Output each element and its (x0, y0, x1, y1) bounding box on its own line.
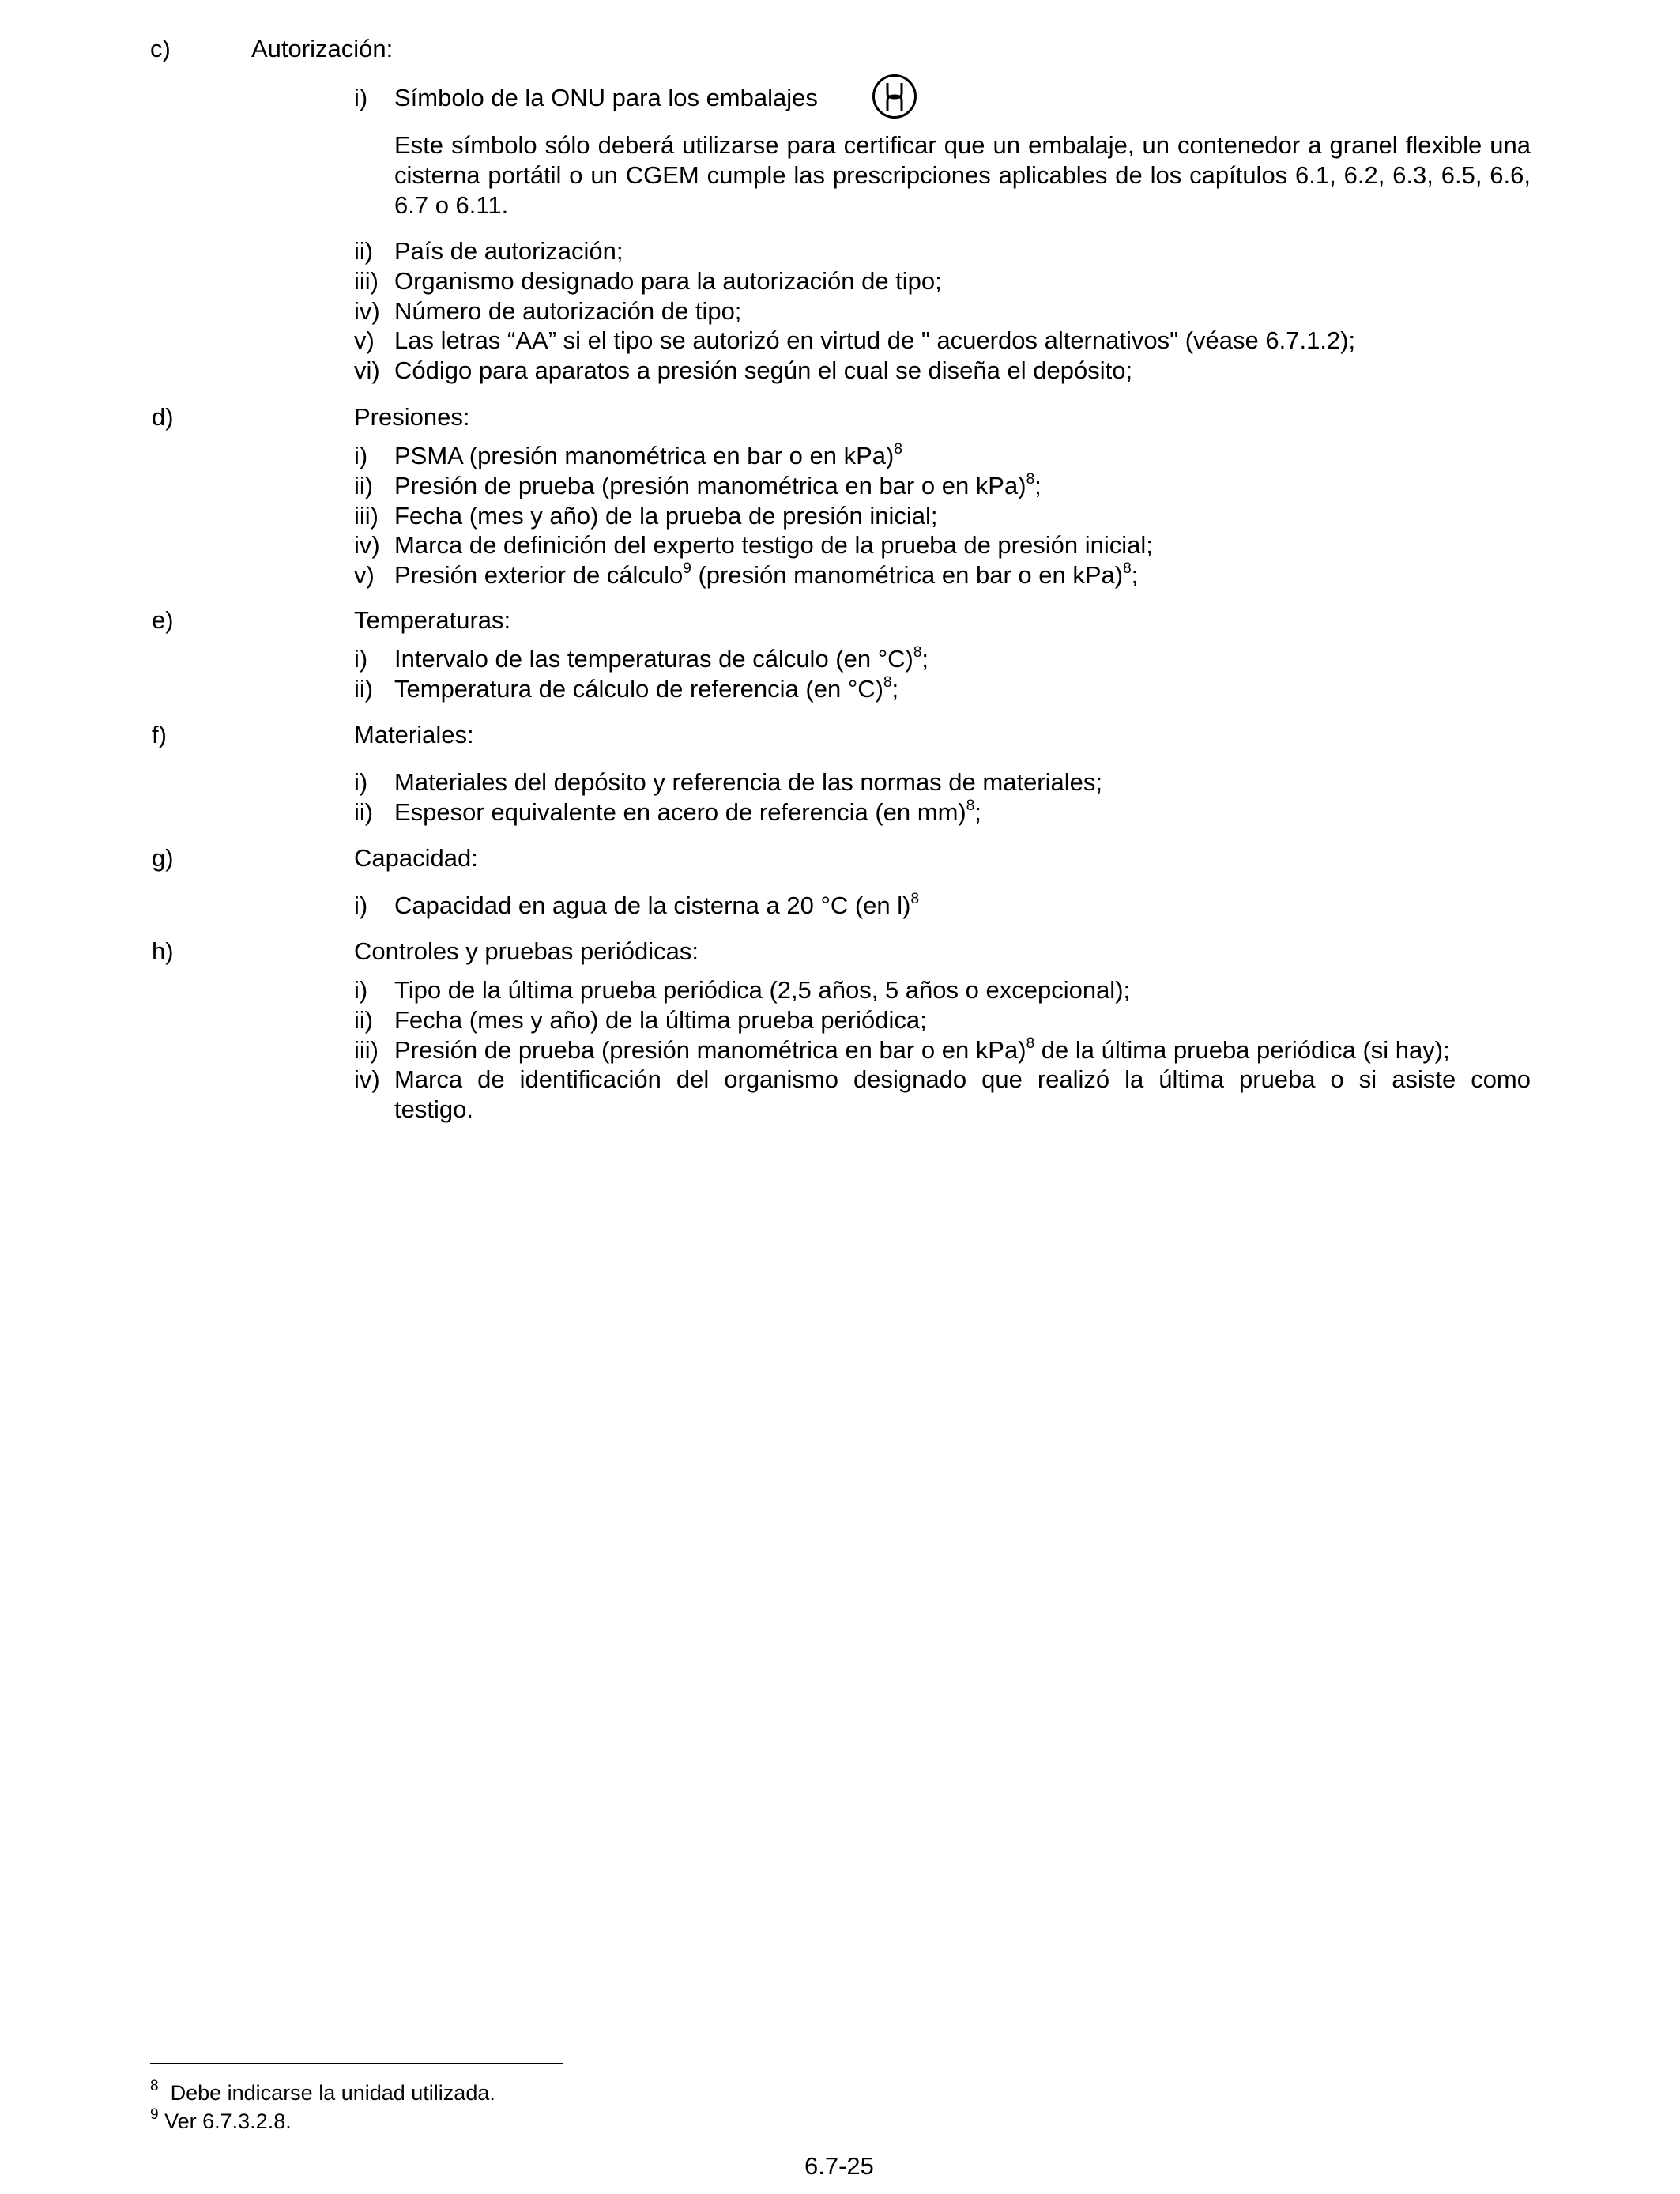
footnote-ref-8: 8 (910, 890, 920, 907)
section-d-label: d) (152, 403, 174, 431)
c-item-iii-text: Organismo designado para la autorización de tipo; (394, 267, 942, 295)
h-item-iv-text-line1: Marca de identificación del organismo designado que realizó la última prueba o si asiste como (394, 1065, 1531, 1093)
footnote-ref-8: 8 (913, 643, 922, 661)
page-number: 6.7-25 (804, 2152, 874, 2180)
d-item-ii-text: Presión de prueba (presión manométrica en bar o en kPa)$^8$; (394, 470, 1042, 499)
g-item-i-text: Capacidad en agua de la cisterna a 20 °C (en l)$^8$ (394, 890, 920, 919)
e-item-i-label: i) (354, 645, 368, 673)
section-g-title: Capacidad: (354, 844, 478, 872)
c-item-vi-label: vi) (354, 356, 380, 384)
footnote-ref-8: 8 (1123, 560, 1132, 577)
footnote-9: $^9$ Ver 6.7.3.2.8. (150, 2106, 292, 2133)
h-item-ii-text: Fecha (mes y año) de la última prueba periódica; (394, 1006, 927, 1034)
footnote-ref-8: 8 (1026, 470, 1035, 488)
c-item-iv-label: iv) (354, 297, 380, 325)
section-f-label: f) (152, 721, 167, 748)
h-item-iii-label: iii) (354, 1036, 379, 1064)
section-h-title: Controles y pruebas periódicas: (354, 937, 699, 965)
c-item-ii-text: País de autorización; (394, 237, 623, 265)
h-item-i-label: i) (354, 976, 368, 1004)
section-c-label: c) (150, 35, 171, 62)
h-item-iv-text-line2: testigo. (394, 1095, 473, 1123)
section-e-label: e) (152, 606, 174, 634)
h-item-ii-label: ii) (354, 1006, 374, 1034)
f-item-i-label: i) (354, 768, 368, 796)
d-item-i-label: i) (354, 442, 368, 469)
section-h-label: h) (152, 937, 174, 965)
c-item-iv-text: Número de autorización de tipo; (394, 297, 742, 325)
c-item-i-text: Símbolo de la ONU para los embalajes (394, 84, 818, 111)
section-g-label: g) (152, 844, 174, 872)
d-item-iii-label: iii) (354, 502, 379, 530)
c-item-vi-text: Código para aparatos a presión según el cual se diseña el depósito; (394, 356, 1133, 384)
footnote-ref-8: 8 (966, 797, 975, 814)
un-symbol-icon (872, 74, 917, 119)
section-d-title: Presiones: (354, 403, 470, 431)
f-item-ii-label: ii) (354, 798, 374, 826)
h-item-i-text: Tipo de la última prueba periódica (2,5 años, 5 años o excepcional); (394, 976, 1131, 1004)
section-e-title: Temperaturas: (354, 606, 511, 634)
e-item-ii-label: ii) (354, 675, 374, 703)
d-item-iii-text: Fecha (mes y año) de la prueba de presión inicial; (394, 502, 938, 530)
footnote-ref-8: 8 (1026, 1035, 1035, 1052)
c-item-iii-label: iii) (354, 267, 379, 295)
c-item-ii-label: ii) (354, 237, 374, 265)
c-item-v-label: v) (354, 326, 375, 354)
c-symbol-paragraph: Este símbolo sólo deberá utilizarse para certificar que un embalaje, un contenedor a granel flexible una cisterna portátil o un CGEM cumple las prescripciones aplicables de los capítulos 6.1, 6.2, 6.3, 6.5, 6.6, 6.7 o 6.11. (394, 131, 1531, 219)
d-item-v-label: v) (354, 561, 375, 589)
d-item-ii-label: ii) (354, 472, 374, 499)
section-c-title: Autorización: (251, 35, 394, 62)
d-item-iv-label: iv) (354, 531, 380, 559)
footnote-ref-9: 9 (683, 560, 691, 577)
h-item-iii-text: Presión de prueba (presión manométrica en bar o en kPa)$^8$ de la última prueba periódica (si hay); (394, 1035, 1450, 1064)
e-item-ii-text: Temperatura de cálculo de referencia (en °C)$^8$; (394, 673, 899, 703)
c-item-v-text: Las letras “AA” si el tipo se autorizó en virtud de " acuerdos alternativos" (véase 6.7.1.2); (394, 326, 1356, 354)
d-item-i-text: PSMA (presión manométrica en bar o en kPa)$^8$ (394, 440, 902, 469)
g-item-i-label: i) (354, 892, 368, 919)
f-item-ii-text: Espesor equivalente en acero de referencia (en mm)$^8$; (394, 797, 981, 826)
footnote-8: $^8$ Debe indicarse la unidad utilizada. (150, 2078, 495, 2105)
c-item-i-label: i) (354, 84, 368, 111)
d-item-iv-text: Marca de definición del experto testigo de la prueba de presión inicial; (394, 531, 1153, 559)
d-item-v-text: Presión exterior de cálculo$^9$ (presión manométrica en bar o en kPa)$^8$; (394, 560, 1139, 589)
e-item-i-text: Intervalo de las temperaturas de cálculo (en °C)$^8$; (394, 643, 929, 673)
footnote-ref-8: 8 (883, 673, 892, 691)
footnote-ref-8: 8 (894, 440, 902, 458)
footnote-separator (150, 2063, 563, 2064)
section-f-title: Materiales: (354, 721, 474, 748)
f-item-i-text: Materiales del depósito y referencia de las normas de materiales; (394, 768, 1103, 796)
h-item-iv-label: iv) (354, 1065, 380, 1093)
